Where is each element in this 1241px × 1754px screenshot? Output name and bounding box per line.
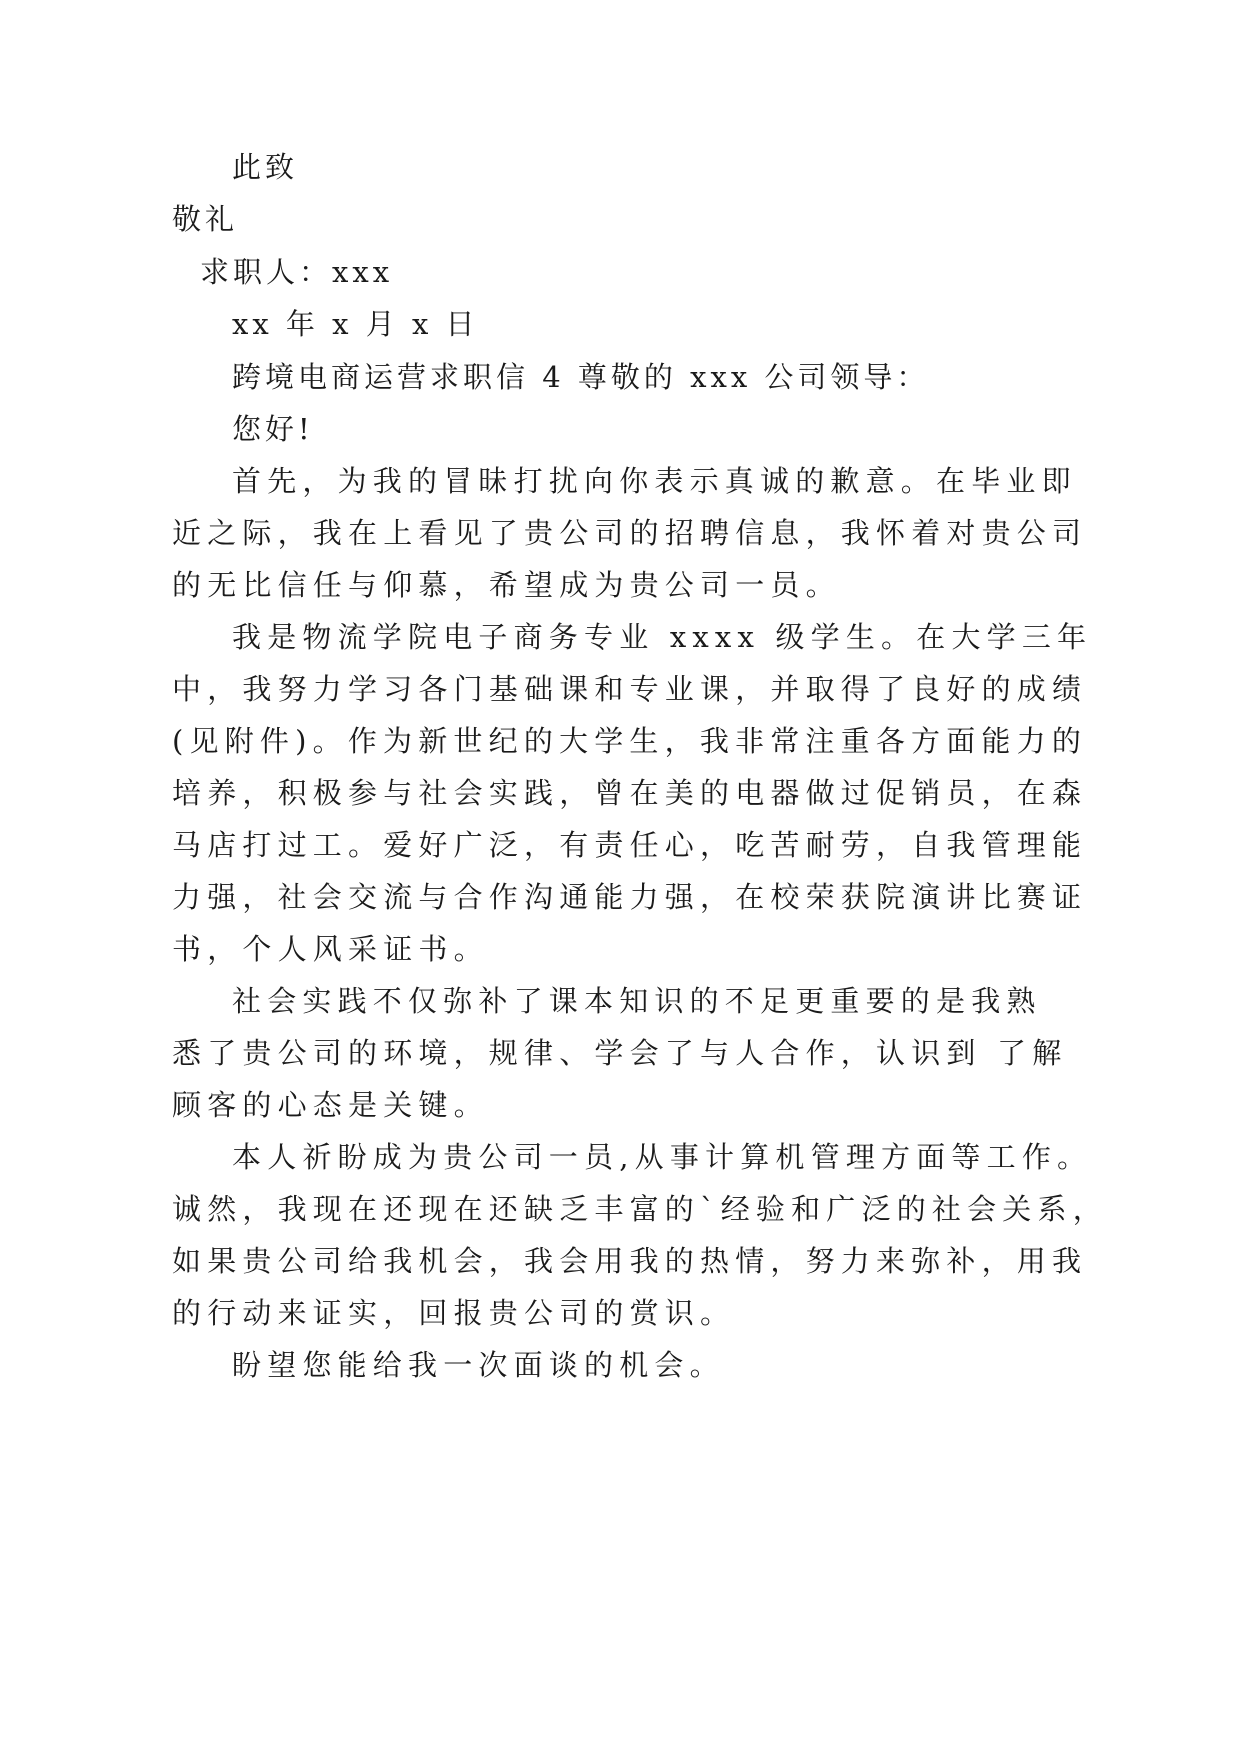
- signature-line: 求职人：xxx: [200, 255, 394, 289]
- paragraph-line: 中，我努力学习各门基础课和专业课，并取得了良好的成绩: [172, 672, 1088, 706]
- date-line: xx 年 x 月 x 日: [232, 307, 479, 341]
- paragraph-line: 的行动来证实，回报贵公司的赏识。: [172, 1296, 736, 1330]
- paragraph-line: 首先，为我的冒昧打扰向你表示真诚的歉意。在毕业即: [232, 464, 1077, 498]
- paragraph-line: 我是物流学院电子商务专业 xxxx 级学生。在大学三年: [232, 620, 1093, 654]
- paragraph-line: 社会实践不仅弥补了课本知识的不足更重要的是我熟: [232, 984, 1042, 1018]
- paragraph-line: 顾客的心态是关键。: [172, 1088, 489, 1122]
- paragraph-line: 力强，社会交流与合作沟通能力强，在校荣获院演讲比赛证: [172, 880, 1088, 914]
- paragraph-line: 马店打过工。爱好广泛，有责任心，吃苦耐劳，自我管理能: [172, 828, 1088, 862]
- regards-line: 敬礼: [172, 202, 239, 236]
- paragraph-line: 培养，积极参与社会实践，曾在美的电器做过促销员，在森: [172, 776, 1088, 810]
- paragraph-line: 的无比信任与仰慕，希望成为贵公司一员。: [172, 568, 841, 602]
- greeting-line: 您好!: [232, 412, 314, 446]
- paragraph-line: (见附件)。作为新世纪的大学生，我非常注重各方面能力的: [172, 724, 1088, 758]
- paragraph-line: 如果贵公司给我机会，我会用我的热情，努力来弥补，用我: [172, 1244, 1088, 1278]
- letter-title: 跨境电商运营求职信 4 尊敬的 xxx 公司领导：: [232, 360, 930, 394]
- paragraph-line: 诚然，我现在还现在还缺乏丰富的`经验和广泛的社会关系，: [172, 1192, 1108, 1226]
- paragraph-line: 盼望您能给我一次面谈的机会。: [232, 1348, 725, 1382]
- paragraph-line: 近之际，我在上看见了贵公司的招聘信息，我怀着对贵公司: [172, 516, 1088, 550]
- salutation-line: 此致: [232, 150, 299, 184]
- paragraph-line: 本人祈盼成为贵公司一员,从事计算机管理方面等工作。: [232, 1140, 1093, 1174]
- paragraph-line: 书，个人风采证书。: [172, 932, 489, 966]
- paragraph-line: 悉了贵公司的环境，规律、学会了与人合作，认识到 了解: [172, 1036, 1068, 1070]
